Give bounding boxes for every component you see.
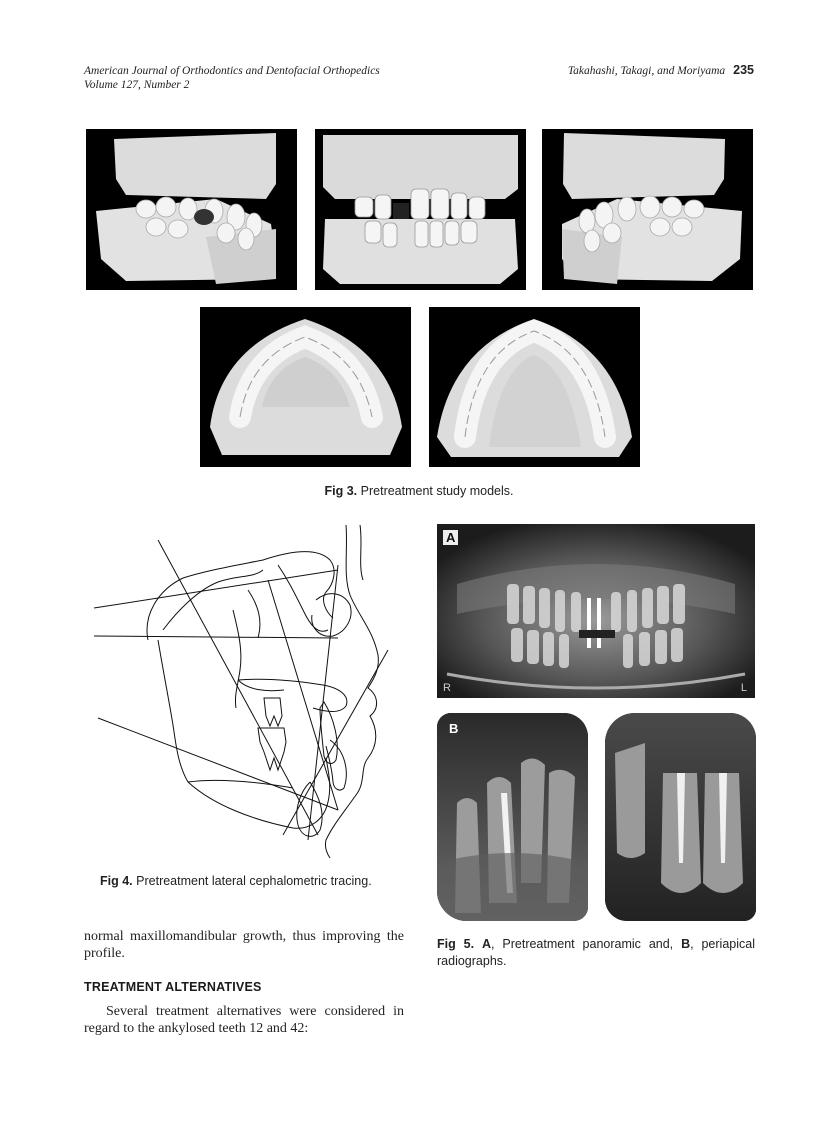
- facial-axis-line: [158, 540, 318, 835]
- panel-b-label: B: [449, 721, 459, 736]
- frankfort-line: [94, 636, 338, 638]
- authors: Takahashi, Takagi, and Moriyama: [567, 65, 726, 77]
- panoramic-left-marker: L: [740, 682, 747, 694]
- periapical-radiograph-upper: [605, 713, 756, 921]
- page-number: 235: [733, 63, 754, 77]
- fig5-caption: [437, 936, 755, 970]
- section-heading: TREATMENT ALTERNATIVES: [84, 980, 262, 994]
- panel-a-label: A: [443, 530, 458, 545]
- panoramic-right-marker: R: [443, 682, 451, 694]
- study-model-right-lateral-photo: [86, 129, 297, 290]
- sn-line: [94, 570, 338, 608]
- panoramic-radiograph: [437, 524, 755, 698]
- mandibular-occlusal-photo: [429, 307, 640, 467]
- fig5-caption-end: , periapical radiographs.: [437, 937, 755, 968]
- body-paragraph-2: Several treatment alternatives were considered in regard to the ankylosed teeth 12 and 42:: [84, 1004, 404, 1036]
- n-perpendicular-line: [308, 565, 338, 840]
- fig4-label: Fig 4.: [100, 874, 133, 888]
- maxillary-occlusal-photo: [200, 307, 411, 467]
- cephalometric-tracing-diagram: [88, 520, 408, 860]
- n-b-line: [268, 580, 338, 810]
- fig5-caption-mid: , Pretreatment panoramic and,: [491, 937, 674, 951]
- journal-title: American Journal of Orthodontics and Dentofacial Orthopedics: [84, 65, 380, 77]
- fig3-label: Fig 3.: [324, 484, 358, 498]
- fig5-panel-a-ref: A: [481, 937, 492, 951]
- body-paragraph-1: normal maxillomandibular growth, thus improving the profile.: [84, 929, 404, 961]
- periapical-radiograph-lower: [437, 713, 588, 921]
- mandibular-plane-line: [98, 718, 338, 810]
- e-line: [283, 650, 388, 835]
- study-model-frontal-photo: [315, 129, 526, 290]
- fig3-caption-text: Pretreatment study models.: [360, 484, 514, 498]
- journal-volume: Volume 127, Number 2: [84, 79, 190, 91]
- fig3-caption: [0, 484, 838, 498]
- running-header-right: [568, 63, 754, 78]
- fig4-caption: [100, 874, 372, 888]
- study-model-left-lateral-photo: [542, 129, 753, 290]
- fig4-caption-text: Pretreatment lateral cephalometric tracing.: [136, 874, 372, 888]
- fig5-label: Fig 5.: [437, 937, 475, 951]
- fig5-panel-b-ref: B: [681, 937, 691, 951]
- running-header-left: [84, 64, 380, 92]
